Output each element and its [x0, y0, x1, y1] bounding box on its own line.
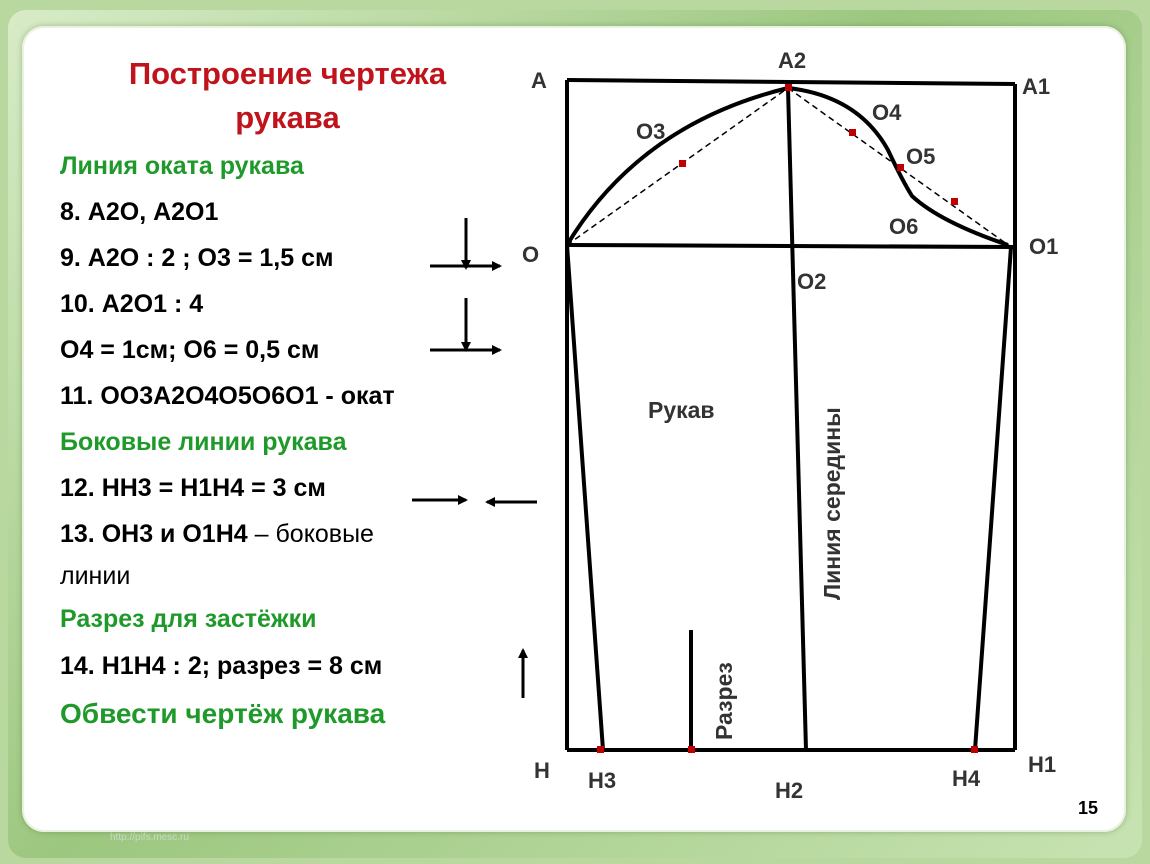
page-number: 15: [1078, 798, 1099, 818]
watermark: http://pifs.mesc.ru: [110, 832, 189, 843]
label-o5: О5: [906, 144, 936, 169]
point-h4-marker: [971, 746, 978, 753]
step-11: 11. ОО3А2О4О5О6О1 - окат: [60, 382, 395, 410]
label-sleeve: Рукав: [648, 397, 715, 423]
title-line-1: Построение чертежа: [128, 56, 447, 91]
instruction-arrows: [412, 218, 540, 698]
dashed-line-o-a2: [567, 88, 788, 245]
label-o3: О3: [636, 119, 666, 144]
step-8: 8. А2О, А2О1: [60, 198, 219, 226]
label-h1: Н1: [1028, 752, 1057, 777]
label-a: А: [531, 68, 547, 93]
point-o3-marker: [679, 160, 686, 167]
side-line-o-h3: [567, 245, 603, 750]
step-14: 14. Н1Н4 : 2; разрез = 8 см: [60, 652, 383, 680]
label-o6: О6: [889, 214, 919, 239]
label-h4: Н4: [952, 766, 981, 791]
step-10: 10. А2О1 : 4: [60, 290, 204, 318]
label-h: Н: [534, 758, 550, 783]
label-o1: О1: [1029, 234, 1059, 259]
point-o5-marker: [897, 164, 904, 171]
point-o4-marker: [849, 129, 856, 136]
label-a1: А1: [1022, 74, 1051, 99]
label-a2: А2: [778, 48, 807, 73]
step-13-continued: линии: [60, 562, 131, 590]
step-10b: О4 = 1см; О6 = 0,5 см: [60, 336, 320, 364]
step-13-formula: 13. ОН3 и О1Н4: [60, 520, 248, 548]
line-a-a1: [567, 80, 1015, 84]
heading-outline: Обвести чертёж рукава: [60, 698, 386, 729]
heading-sleeve-cap: Линия оката рукава: [60, 152, 304, 180]
step-13-text: – боковые: [247, 520, 374, 548]
label-o: О: [522, 242, 540, 267]
point-h3-marker: [597, 746, 604, 753]
label-o2: О2: [797, 269, 827, 294]
point-o6-marker: [951, 198, 958, 205]
point-slit-marker: [688, 746, 695, 753]
side-line-o1-h4: [975, 247, 1011, 750]
heading-side-lines: Боковые линии рукава: [60, 428, 347, 456]
label-midline: Линия середины: [819, 407, 845, 600]
label-slit: Разрез: [711, 662, 737, 740]
label-o4: О4: [872, 100, 902, 125]
step-9: 9. А2О : 2 ; О3 = 1,5 см: [60, 244, 334, 272]
label-h2: Н2: [775, 778, 804, 803]
heading-slit: Разрез для застёжки: [60, 605, 317, 633]
title-line-2: рукава: [235, 100, 340, 135]
line-a2-h2: [788, 88, 806, 750]
label-h3: Н3: [588, 768, 617, 793]
point-a2-marker: [785, 84, 792, 91]
step-12: 12. НН3 = Н1Н4 = 3 см: [60, 474, 326, 502]
